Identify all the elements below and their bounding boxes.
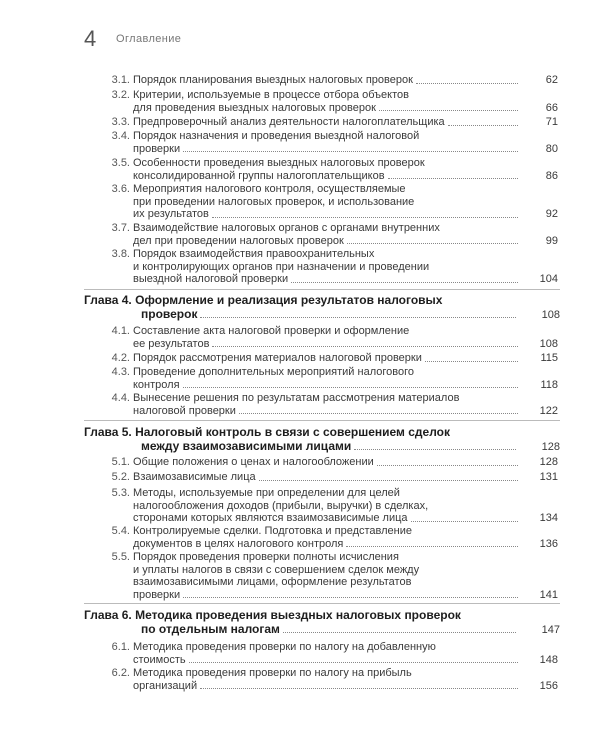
- section-divider: [84, 603, 560, 604]
- entry-page: 122: [539, 404, 558, 417]
- toc-chapter-6[interactable]: [84, 608, 560, 636]
- entry-title-line: стоимость: [133, 653, 186, 666]
- entry-page: 156: [539, 679, 558, 692]
- entry-number: 3.6.: [111, 183, 130, 195]
- entry-number: 3.2.: [111, 89, 130, 101]
- entry-title-line: организаций: [133, 679, 198, 692]
- entry-page: 99: [545, 234, 558, 247]
- entry-number: 6.2.: [111, 667, 130, 679]
- entry-page: 115: [540, 352, 558, 364]
- entry-title-line: Взаимодействие налоговых органов с органами внутренних: [133, 222, 440, 234]
- entry-title-line: Порядок взаимодействия правоохранительных: [133, 248, 375, 260]
- entry-title-line: их результатов: [133, 208, 209, 220]
- entry-title-line: ее результатов: [133, 337, 210, 350]
- entry-number: 3.8.: [111, 248, 130, 260]
- entry-title-line: проверки: [133, 588, 181, 601]
- toc-chapter-5[interactable]: [84, 425, 560, 453]
- running-title: Оглавление: [116, 33, 182, 45]
- entry-page: 148: [539, 653, 558, 666]
- entry-title: Порядок планирования выездных налоговых проверок: [133, 74, 413, 86]
- entry-number: 5.2.: [111, 471, 130, 483]
- entry-title-line: налогообложения доходов (прибыли, выручки) в сделках,: [133, 499, 429, 512]
- chapter-title-line: Глава 5. Налоговый контроль в связи с совершением сделок: [84, 425, 451, 439]
- chapter-title-line: между взаимозависимыми лицами: [141, 439, 352, 453]
- entry-page: 62: [545, 74, 558, 86]
- entry-title-line: дел при проведении налоговых проверок: [133, 234, 344, 247]
- entry-title-line: выездной налоговой проверки: [133, 273, 289, 285]
- entry-number: 5.3.: [111, 487, 130, 499]
- entry-number: 3.1.: [111, 74, 130, 86]
- entry-title-line: сторонами которых являются взаимозависимые лица: [133, 512, 408, 524]
- entry-title-line: и уплаты налогов в связи с совершением сделок между: [133, 563, 420, 576]
- entry-title-line: документов в целях налогового контроля: [133, 537, 344, 550]
- entry-page: 92: [545, 208, 558, 220]
- entry-page: 128: [539, 456, 558, 468]
- entry-number: 5.4.: [111, 525, 130, 537]
- entry-page: 66: [545, 101, 558, 114]
- chapter-title-line: по отдельным налогам: [141, 622, 280, 636]
- entry-title-line: Методика проведения проверки по налогу на добавленную: [133, 641, 436, 653]
- entry-title: Порядок рассмотрения материалов налоговой проверки: [133, 352, 422, 364]
- entry-number: 3.3.: [111, 116, 130, 128]
- entry-title-line: взаимозависимыми лицами, оформление результатов: [133, 576, 412, 588]
- chapter-title-line: Глава 4. Оформление и реализация результатов налоговых: [84, 293, 443, 307]
- entry-title: Предпроверочный анализ деятельности налогоплательщика: [133, 116, 445, 128]
- entry-title: Общие положения о ценах и налогообложении: [133, 456, 374, 468]
- entry-title-line: проверки: [133, 142, 181, 155]
- entry-title-line: консолидированной группы налогоплательщиков: [133, 169, 385, 182]
- entry-title-line: Методы, используемые при определении для целей: [133, 487, 400, 499]
- entry-title-line: Порядок проведения проверки полноты исчисления: [133, 551, 399, 563]
- entry-number: 3.5.: [111, 157, 130, 169]
- entry-page: 86: [545, 169, 558, 182]
- entry-number: 4.3.: [111, 366, 130, 378]
- entry-number: 6.1.: [111, 641, 130, 653]
- section-divider: [84, 420, 560, 421]
- entry-title-line: при проведении налоговых проверок, и использование: [133, 195, 415, 208]
- entry-page: 134: [539, 512, 558, 524]
- entry-title-line: Мероприятия налогового контроля, осуществляемые: [133, 183, 406, 195]
- entry-title-line: Проведение дополнительных мероприятий налогового: [133, 366, 414, 378]
- entry-title-line: Порядок назначения и проведения выездной налоговой: [133, 130, 420, 142]
- entry-title-line: для проведения выездных налоговых проверок: [133, 101, 376, 114]
- entry-title-line: Контролируемые сделки. Подготовка и представление: [133, 525, 413, 537]
- entry-page: 80: [545, 142, 558, 155]
- chapter-title-line: проверок: [141, 307, 198, 321]
- entry-title-line: Вынесение решения по результатам рассмотрения материалов: [133, 392, 460, 404]
- entry-number: 3.7.: [111, 222, 130, 234]
- entry-number: 4.4.: [111, 392, 130, 404]
- entry-title-line: Особенности проведения выездных налоговых проверок: [133, 157, 425, 169]
- toc-chapter-4[interactable]: [84, 293, 560, 321]
- entry-page: 71: [545, 116, 558, 128]
- entry-title: Взаимозависимые лица: [133, 471, 256, 483]
- page-number: 4: [84, 26, 97, 51]
- chapter-page: 147: [541, 624, 560, 636]
- chapter-title-line: Глава 6. Методика проведения выездных налоговых проверок: [84, 608, 461, 622]
- entry-page: 118: [540, 378, 558, 391]
- chapter-page: 108: [541, 309, 560, 321]
- entry-title-line: Критерии, используемые в процессе отбора объектов: [133, 89, 409, 101]
- section-divider: [84, 289, 560, 290]
- entry-page: 136: [539, 537, 558, 550]
- entry-number: 4.2.: [111, 352, 130, 364]
- entry-title-line: Методика проведения проверки по налогу на прибыль: [133, 667, 412, 679]
- entry-title-line: и контролирующих органов при назначении и проведении: [133, 260, 430, 273]
- entry-page: 131: [539, 471, 558, 483]
- entry-page: 141: [539, 588, 558, 601]
- entry-number: 5.1.: [111, 456, 130, 468]
- entry-number: 4.1.: [111, 325, 130, 337]
- entry-number: 5.5.: [111, 551, 130, 563]
- entry-number: 3.4.: [111, 130, 130, 142]
- entry-title-line: налоговой проверки: [133, 404, 236, 417]
- entry-page: 108: [539, 337, 558, 350]
- entry-title-line: контроля: [133, 378, 180, 391]
- entry-page: 104: [539, 273, 558, 285]
- chapter-page: 128: [541, 441, 560, 453]
- entry-title-line: Составление акта налоговой проверки и оформление: [133, 325, 410, 337]
